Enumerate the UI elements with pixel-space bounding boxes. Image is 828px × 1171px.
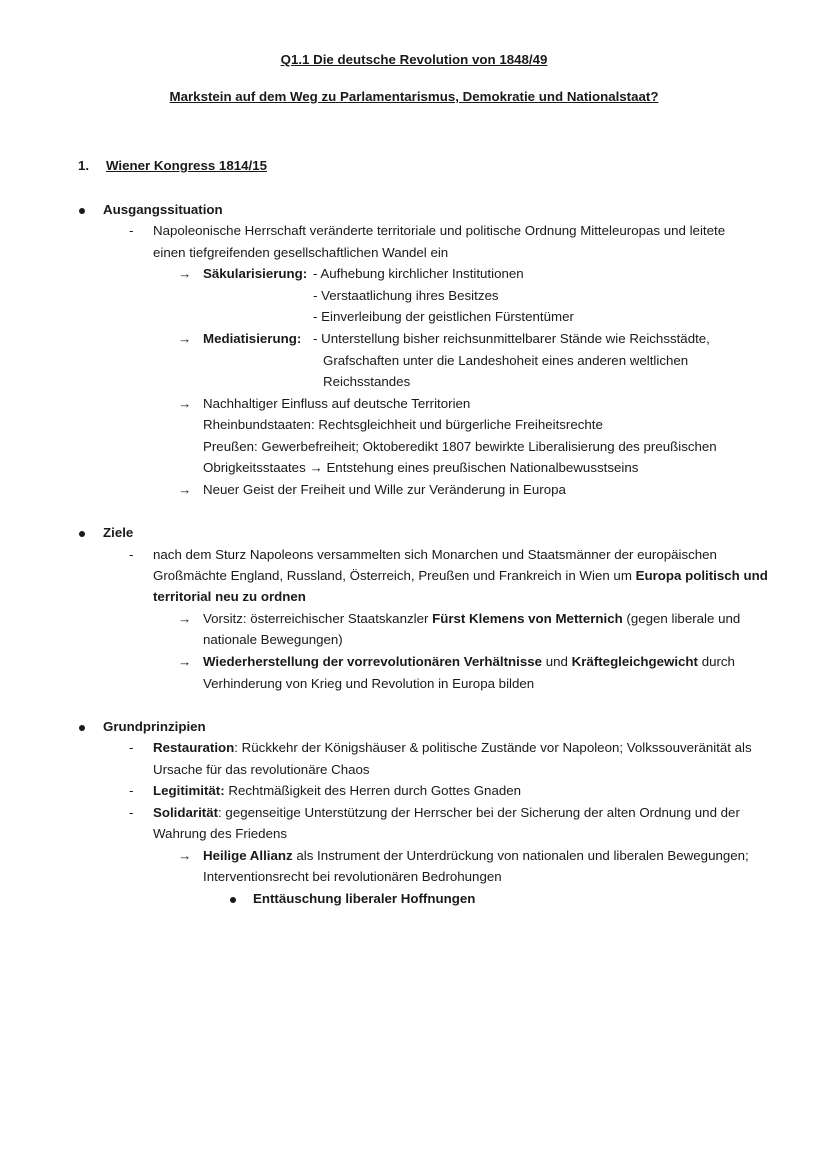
mediatisierung-text: Grafschaften unter die Landeshoheit eines anderen weltlichen xyxy=(323,353,689,368)
heilige-allianz-text xyxy=(203,847,749,865)
einfluss-text-part: Obrigkeitsstaates xyxy=(203,460,306,475)
mediatisierung-text: Reichsstandes xyxy=(323,374,411,389)
section-number: 1. xyxy=(78,158,90,173)
einfluss-text-part: Entstehung eines preußischen Nationalbewusstseins xyxy=(326,460,639,475)
arrow-icon: → xyxy=(178,331,192,346)
restauration-text xyxy=(153,739,752,757)
vorsitz-text-part: (gegen liberale und xyxy=(622,611,741,626)
vorsitz-text: nationale Bewegungen) xyxy=(203,632,343,647)
ziele-text-part: Großmächte England, Russland, Österreich, Preußen und Frankreich in Wien um xyxy=(153,568,636,583)
restauration-desc: : Rückkehr der Königshäuser & politische Zustände vor Napoleon; Volkssouveränität als xyxy=(234,740,752,755)
dash-icon: - xyxy=(129,740,134,755)
einfluss-text: Preußen: Gewerbefreiheit; Oktoberedikt 1807 bewirkte Liberalisierung des preußischen xyxy=(203,439,717,454)
wiederherstellung-bold: Wiederherstellung der vorrevolutionären Verhältnisse xyxy=(203,654,543,669)
saekularisierung-label: Säkularisierung: xyxy=(203,266,308,281)
ausgang-text: einen tiefgreifenden gesellschaftlichen Wandel ein xyxy=(153,245,449,260)
section-heading: Wiener Kongress 1814/15 xyxy=(106,158,267,173)
heilige-allianz-text: Interventionsrecht bei revolutionären Bedrohungen xyxy=(203,869,502,884)
dash-icon: - xyxy=(129,783,134,798)
legitimitaet-text xyxy=(153,782,521,800)
einfluss-text: Rheinbundstaaten: Rechtsgleichheit und bürgerliche Freiheitsrechte xyxy=(203,417,603,432)
ausgang-text: Napoleonische Herrschaft veränderte territoriale und politische Ordnung Mitteleuropas und leitete xyxy=(153,223,726,238)
legitimitaet-desc: Rechtmäßigkeit des Herren durch Gottes Gnaden xyxy=(224,783,522,798)
ziele-text-bold: Europa politisch und xyxy=(635,568,768,583)
saekularisierung-item: - Aufhebung kirchlicher Institutionen xyxy=(313,266,524,281)
arrow-icon: → xyxy=(178,266,192,281)
ziele-heading: Ziele xyxy=(103,525,134,540)
metternich-name: Fürst Klemens von Metternich xyxy=(432,611,623,626)
arrow-icon: → xyxy=(178,654,192,669)
ziele-text-bold: territorial neu zu ordnen xyxy=(153,589,306,604)
bullet-icon xyxy=(79,531,85,537)
solidaritaet-text xyxy=(153,804,740,822)
solidaritaet-term: Solidarität xyxy=(153,805,219,820)
einfluss-text xyxy=(203,459,638,477)
wiederherstellung-text xyxy=(203,653,735,671)
document-title: Q1.1 Die deutsche Revolution von 1848/49 xyxy=(280,52,548,67)
arrow-icon: → xyxy=(178,611,192,626)
legitimitaet-term: Legitimität: xyxy=(153,783,225,798)
mediatisierung-text: - Unterstellung bisher reichsunmittelbarer Stände wie Reichsstädte, xyxy=(313,331,710,346)
vorsitz-text-part: Vorsitz: österreichischer Staatskanzler xyxy=(203,611,433,626)
heilige-allianz-desc: als Instrument der Unterdrückung von nationalen und liberalen Bewegungen; xyxy=(292,848,749,863)
dash-icon: - xyxy=(129,805,134,820)
kraeftegleichgewicht-bold: Kräftegleichgewicht xyxy=(571,654,698,669)
grundprinzipien-heading: Grundprinzipien xyxy=(103,719,206,734)
wiederherstellung-part: durch xyxy=(698,654,735,669)
bullet-icon xyxy=(230,897,236,903)
wiederherstellung-text: Verhinderung von Krieg und Revolution in Europa bilden xyxy=(203,676,535,691)
arrow-icon: → xyxy=(178,482,192,497)
arrow-icon: → xyxy=(178,396,192,411)
einfluss-text: Nachhaltiger Einfluss auf deutsche Territorien xyxy=(203,396,471,411)
dash-icon: - xyxy=(129,223,134,238)
solidaritaet-desc: : gegenseitige Unterstützung der Herrscher bei der Sicherung der alten Ordnung und der xyxy=(218,805,740,820)
mediatisierung-label: Mediatisierung: xyxy=(203,331,302,346)
restauration-term: Restauration xyxy=(153,740,235,755)
enttaeuschung-text: Enttäuschung liberaler Hoffnungen xyxy=(253,891,476,906)
heilige-allianz-term: Heilige Allianz xyxy=(203,848,293,863)
bullet-icon xyxy=(79,208,85,214)
document-subtitle: Markstein auf dem Weg zu Parlamentarismus, Demokratie und Nationalstaat? xyxy=(169,89,659,104)
ausgang-heading: Ausgangssituation xyxy=(103,202,223,217)
vorsitz-text xyxy=(203,610,740,628)
solidaritaet-text: Wahrung des Friedens xyxy=(153,826,288,841)
ziele-text xyxy=(153,567,768,585)
ziele-text: nach dem Sturz Napoleons versammelten sich Monarchen und Staatsmänner der europäischen xyxy=(153,547,717,562)
bullet-icon xyxy=(79,725,85,731)
arrow-icon: → xyxy=(178,848,192,863)
restauration-text: Ursache für das revolutionäre Chaos xyxy=(153,762,370,777)
saekularisierung-item: - Einverleibung der geistlichen Fürstentümer xyxy=(313,309,574,324)
dash-icon: - xyxy=(129,547,134,562)
wiederherstellung-part: und xyxy=(542,654,572,669)
saekularisierung-item: - Verstaatlichung ihres Besitzes xyxy=(313,288,499,303)
geist-text: Neuer Geist der Freiheit und Wille zur Veränderung in Europa xyxy=(203,482,566,497)
arrow-icon: → xyxy=(309,460,323,475)
